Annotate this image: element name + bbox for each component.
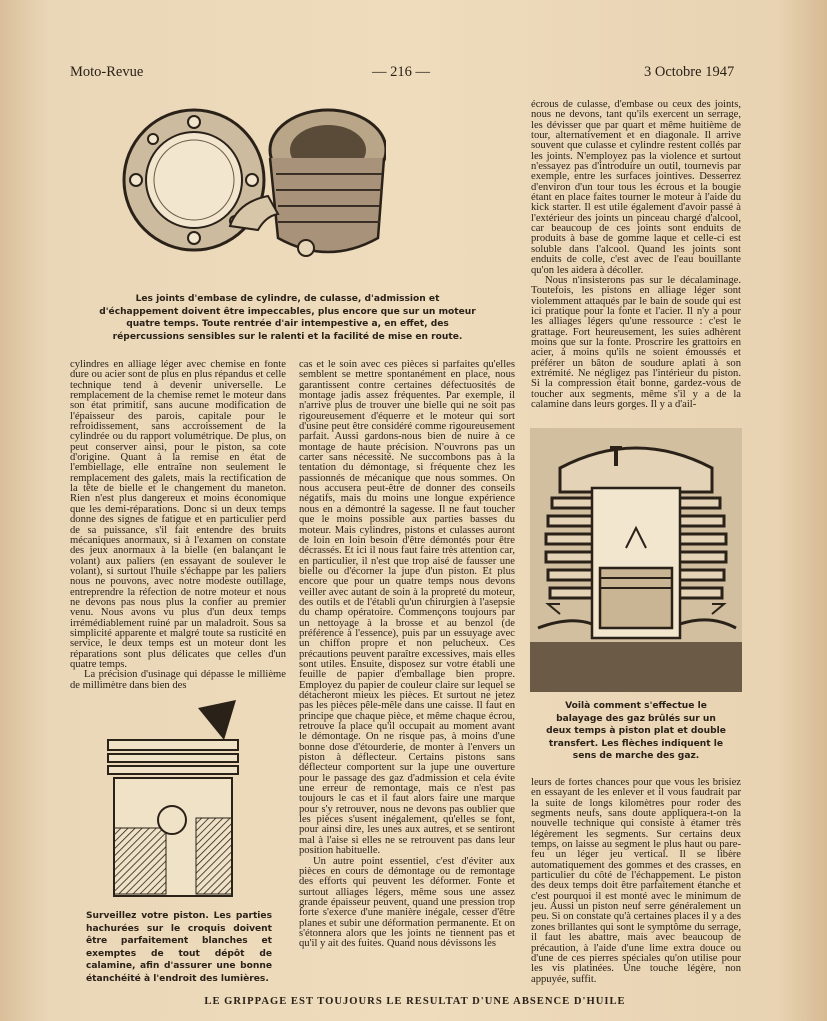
right-paragraph-2: Nous n'insisterons pas sur le décalaminage. Toutefois, les pistons en alliage léger sont violemment attaqués par le bain de soude qui est ici pratique pour la fonte et l'acier. Il n'y a pour les alliages légers qu'une ressource : c'est le grattage. Fort heureusement, les suies adhèrent moins que sur la fonte. Proscrire les grattoirs en acier, à moins qu'ils ne soient émoussés et préférer un bâton de soudure aplati à son extrémité. Ne négligez pas l'intérieur du piston. Si la compression était bonne, gardez-vous de toucher aux segments, même s'il y a de la calamine dans leurs gorges. Il y a d'ail- [531,274,741,410]
issue-date: 3 Octobre 1947 [644,64,735,80]
right-column-bottom [531,778,741,990]
right-column-top [531,100,741,422]
middle-paragraph-1: cas et le soin avec ces pièces si parfaites qu'elles semblent se mettre spontanément en place, nous garantissent contre certaines défectuosités de montage jadis assez fréquentes. Par exemple, il n'arrive plus de trouver une bielle qui ne soit pas rigoureusement d'équerre et le moteur qui sort d'usine peut être considéré comme rigoureusement parfait. Aussi gardons-nous bien de nuire à ce montage de haute précision. N'ouvrons pas un carter sans nécessité. Ne succombons pas à la tentation du démontage, si fréquente chez les passionnés de mécanique que nous sommes. On nous accusera peut-être de donner des conseils négatifs, mais du moins une longue expérience nous en a démontré la sagesse. Il ne faut toucher que le moins possible aux parties basses du moteur. Mais cylindres, pistons et culasses auront de loin en loin besoin d'être démontés pour être décrassés. Et ici il nous faut faire très attention car, en particulier, il n'est que trop aisé de fausser une bielle ou d'écorner la jupe d'un piston. Et plus encore que pour un quatre temps nous devons veiller avec autant de soin à la propreté du moteur, des outils et de l'établi qu'un chirurgien à l'asepsie du champ opératoire. Commençons toujours par un nettoyage à la brosse et au benzol (de préférence à l'essence), puis par un essuyage avec un chiffon propre et non pelucheux. Ces précautions peuvent paraître excessives, mais elles sont utiles. Ensuite, disposez sur votre établi une feuille de papier d'emballage bien propre. Employez du papier de couleur claire sur lequel se détacheront mieux les pièces. Et surtout ne jetez pas les pièces pêle-mêle dans une caisse. Il faut en principe que chaque pièce, et même chaque écrou, retrouve la place qu'il occupait au moment avant le démontage. On ne risque pas, à moins d'une bonne dose d'étourderie, de monter à l'envers un piston à déflecteur. Certains pistons sans déflecteur comportent sur la jupe une ouverture pour le passage des gaz d'admission et cela évite une erreur de remontage, mais ce n'est pas toujours le cas et il faut alors faire une marque pour s'y retrouver, nous ne devons pas oublier que les pièces s'usent inégalement, qu'elles se font, pour ainsi dire, les unes aux autres, et se sentiront mal à l'aise si elles ne se retrouvent pas dans leur position habituelle. [299,360,515,857]
two-stroke-engine-illustration [530,428,742,692]
right-paragraph-1: écrous de culasse, d'embase ou ceux des joints, nous ne devons, tant qu'ils exercent un serrage, les dévisser que par quart et même huitième de tour, alternativement et en diagonale. Il arrive souvent que culasse et cylindre restent collés par les joints. N'employez pas la violence et surtout n'essayez pas d'introduire un outil, tournevis par exemple, entre les surfaces jointives. Desserrez d'environ d'un tour tous les écrous et la bougie étant en place faites tourner le moteur à l'aide du kick starter. Il est utile également d'avoir passé à l'extérieur des joints un pinceau chargé d'alcool, car beaucoup de ces joints sont enduits de produits à base de gomme laque et celle-ci est soluble dans l'alcool. Quand les joints sont enduits de colle, c'est avec de l'eau bouillante qu'on les aidera à décoller. [531,100,741,276]
piston-figure-caption: Surveillez votre piston. Les parties hachurées sur le croquis doivent être parfaitement blanches et exemptes de tout dépôt de calamine, afin d'assurer une bonne étanchéité à l'endroit des lumières. [86,911,272,984]
magazine-title: Moto-Revue [70,64,144,80]
left-paragraph-1: cylindres en alliage léger avec chemise en fonte dure ou acier sont de plus en plus répandus et celle technique tend à devenir universelle. Le remplacement de la chemise remet le moteur dans son état primitif, sans aucune modification de l'épaisseur des parois, capitale pour le refroidissement, sans accroissement de la cylindrée ou du rapport volumétrique. De plus, on peut conserver ainsi, pour le piston, sa cote d'origine. Quant à la remise en état de l'embiellage, elle entraîne non seulement le remplacement des galets, mais la rectification de la tête de bielle et le changement du maneton. Rien n'est plus dangereux et moins économique que les demi-réparations. Donc si un deux temps donne des signes de fatigue et en particulier perd de sa puissance, s'il fait entendre des bruits mécaniques anormaux, si à l'examen on constate des jeux anormaux à la bielle (en balançant le volant) aux paliers (en essayant de soulever le volant), si surtout l'huile s'échappe par les paliers nous ne pouvons, avec notre modeste outillage, entreprendre la réfection de notre moteur et nous ne devons pas nous plus la confier au premier venu. Nous avons vu plus d'un deux temps irrémédiablement ruiné par un maladroit. Sous sa simplicité apparente et malgré toute sa rusticité en service, le deux temps est un moteur dont les réparations sont plus délicates que celles d'un quatre temps. [70,360,286,670]
left-paragraph-2: La précision d'usinage qui dépasse le millième de millimètre dans bien des [70,669,286,691]
middle-column [299,360,515,990]
top-figure-caption: Les joints d'embase de cylindre, de culasse, d'admission et d'échappement doivent être impeccables, plus encore que sur un moteur quatre temps. Toute rentrée d'air intempestive a, en effet, des répercussions sensibles sur le ralenti et la facilité de mise en route. [99,294,476,342]
piston-illustration [100,700,248,902]
left-column [70,360,286,720]
right-paragraph-3: leurs de fortes chances pour que vous les brisiez en essayant de les enlever et il vous faudrait par la suite de longs kilomètres pour roder des segments neufs, sans doute appliquera-t-on la nouvelle technique qui consiste à étamer très légèrement les segments. Sur certains deux temps, on laisse au segment le plus haut ou pare-feu un léger jeu vertical. Il se libère automatiquement des gommes et des crasses, en particulier du côté de l'échappement. Le piston des deux temps doit être parfaitement étanche et c'est pourquoi il est monté avec le minimum de jeu. Aussi un piston neuf serre généralement un peu. Si on constate qu'à certaines places il y a des zones brillantes qui sont le symptôme du serrage, il faut les abattre, mais avec beaucoup de précaution, à l'aide d'une lime extra douce ou d'une de ces pierres spéciales qu'on utilise pour les vis platinées. Une touche légère, non appuyée, suffit. [531,778,741,985]
engine-figure-caption: Voilà comment s'effectue le balayage des gaz brûlés sur un deux temps à piston plat et double transfert. Les flèches indiquent le sens de marche des gaz. [546,701,726,762]
middle-paragraph-2: Un autre point essentiel, c'est d'éviter aux pièces en cours de démontage ou de remontage des efforts qui peuvent les déformer. Fonte et surtout alliages légers, même sous une assez grande épaisseur peuvent, quand une pression trop forte s'exerce d'une manière inégale, cesser d'être planes et subir une déformation permanente. Et on s'étonnera alors que les joints ne tiennent pas et qu'il y ait des fuites. Quand nous dévissons les [299,855,515,950]
gasket-cylinder-illustration [118,98,386,278]
page-footer-slogan: LE GRIPPAGE EST TOUJOURS LE RESULTAT D'UNE ABSENCE D'HUILE [204,996,626,1007]
page-number: — 216 — [372,64,430,80]
